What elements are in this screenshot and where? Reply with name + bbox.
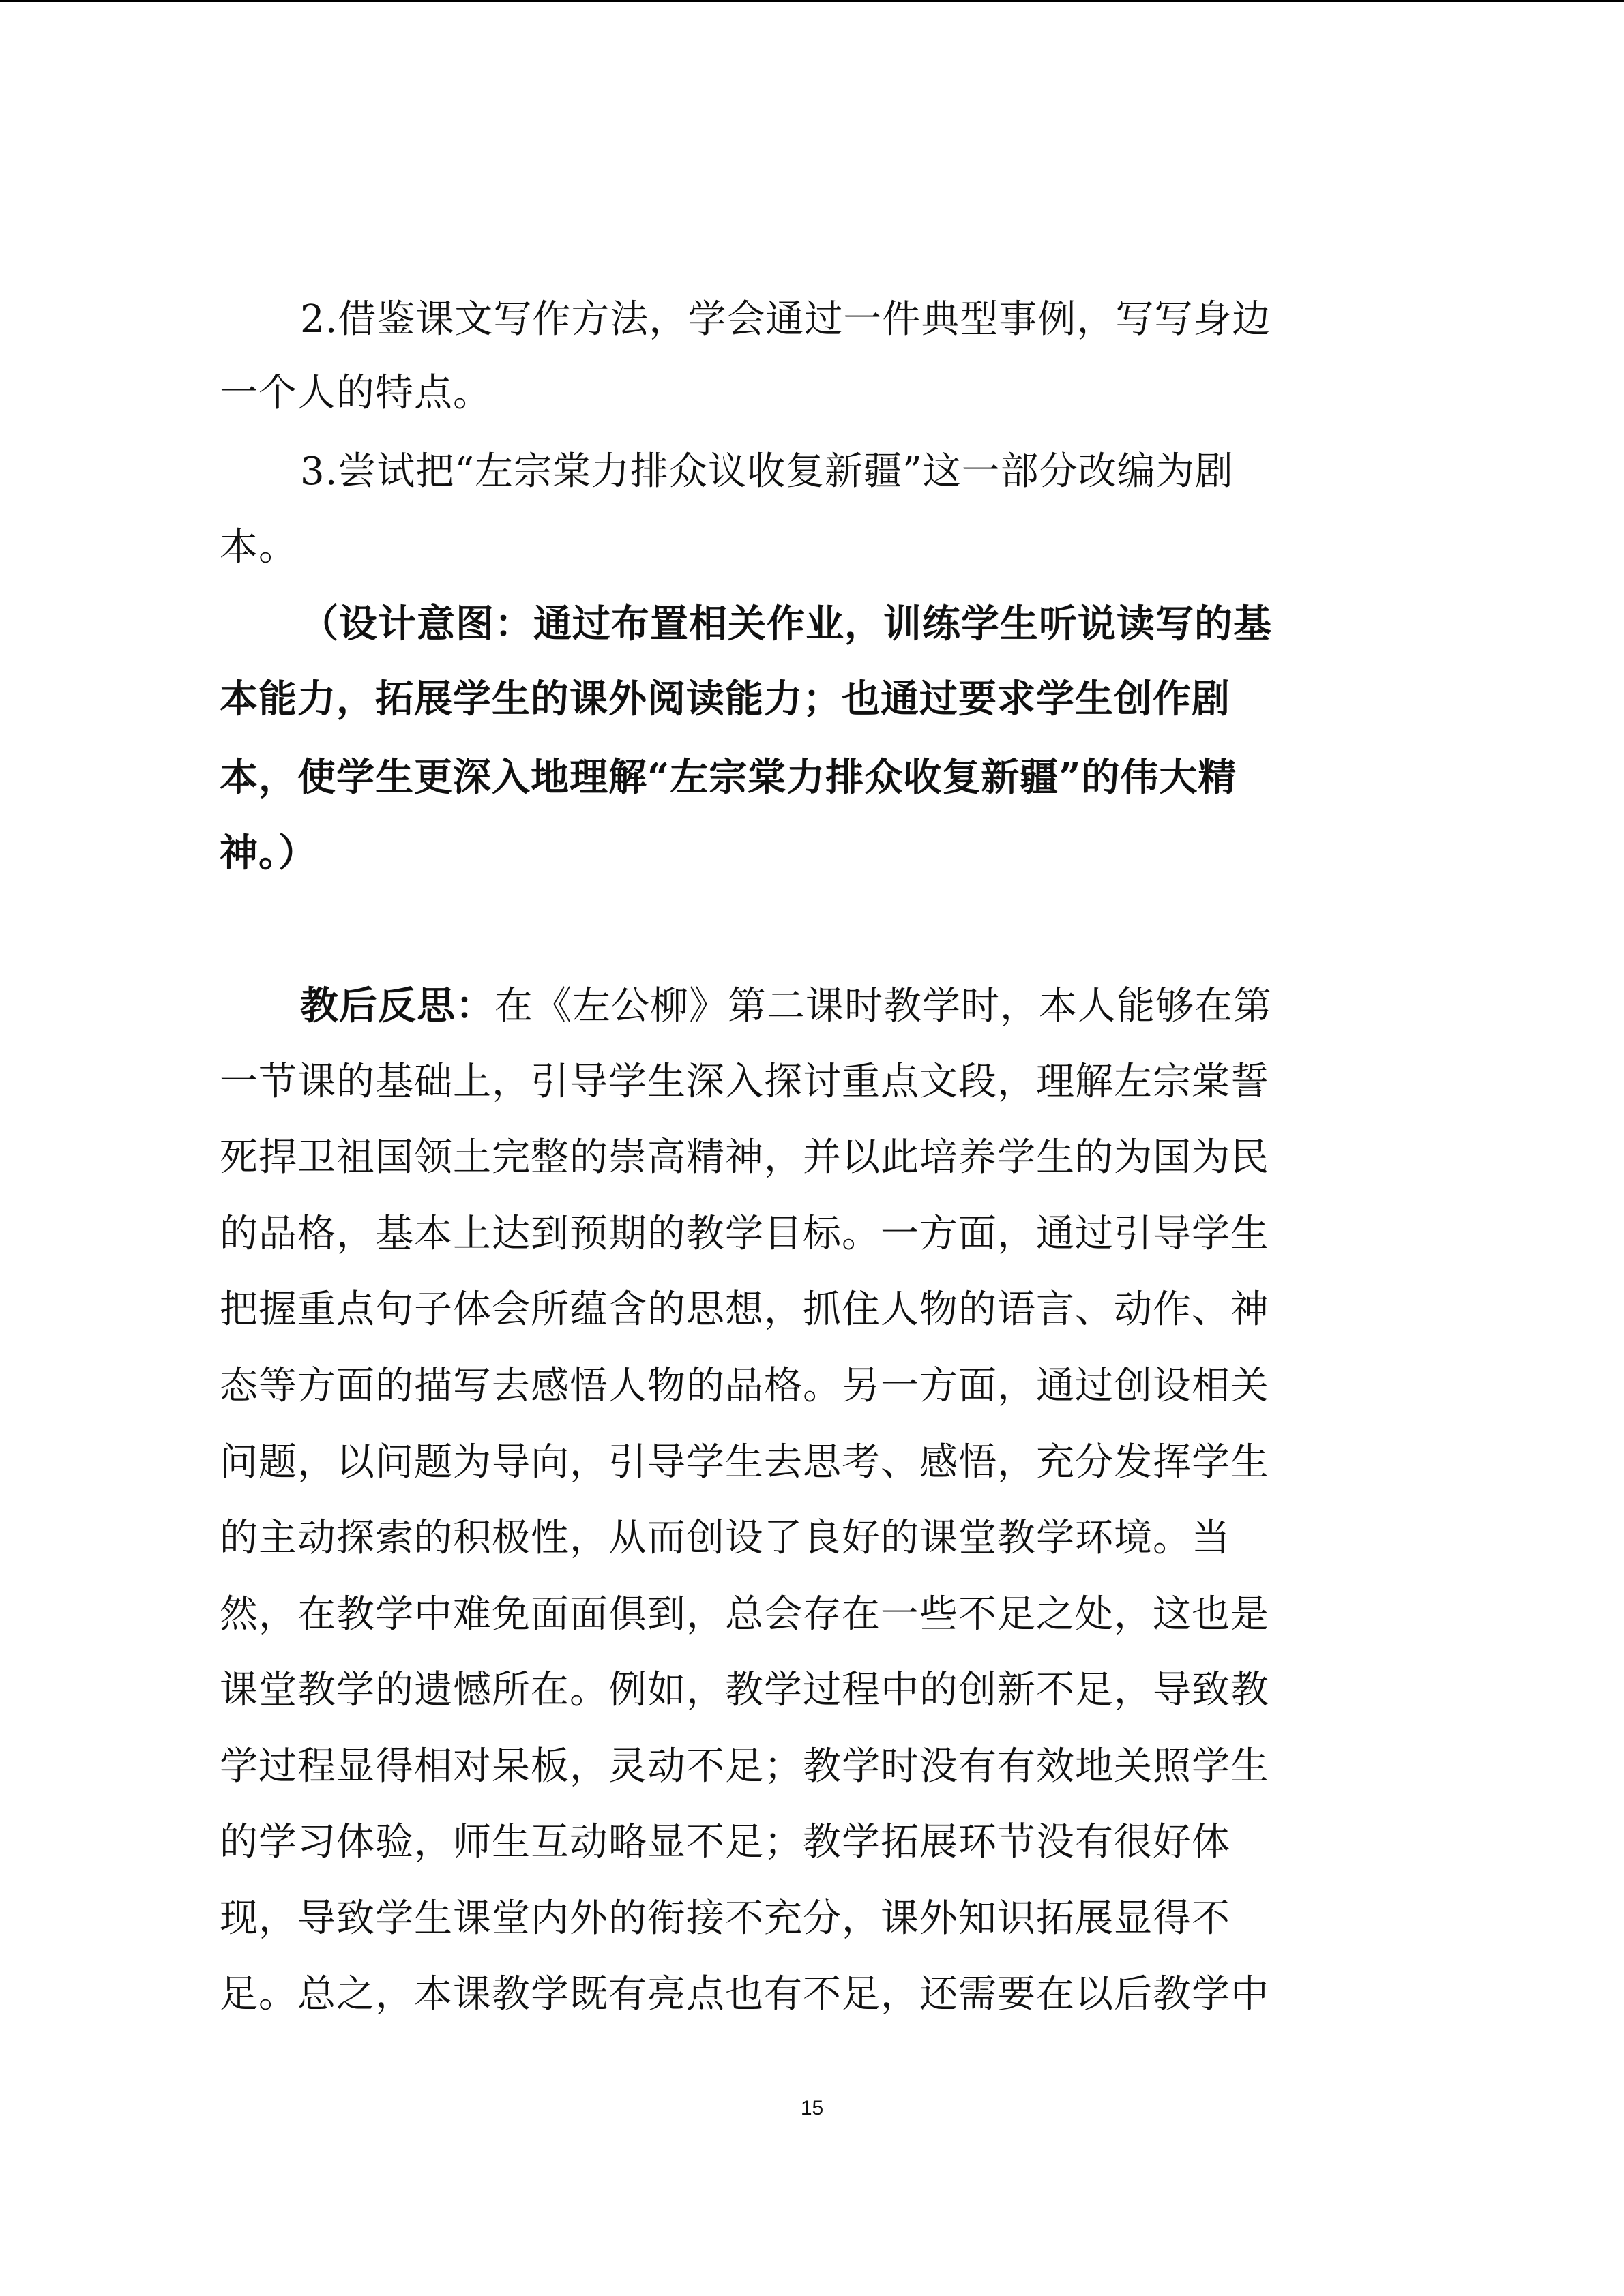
reflection-line-14: 足。总之，本课教学既有亮点也有不足，还需要在以后教学中 [220,1972,1269,2016]
design-intent-line-4: 神。） [220,831,317,876]
design-intent-line-3: 本，使学生更深入地理解“左宗棠力排众收复新疆”的伟大精 [220,755,1237,800]
reflection-line-6: 态等方面的描写去感悟人物的品格。另一方面，通过创设相关 [220,1364,1269,1408]
reflection-line-3: 死捍卫祖国领土完整的崇高精神，并以此培养学生的为国为民 [220,1135,1269,1180]
reflection-line-2: 一节课的基础上，引导学生深入探讨重点文段，理解左宗棠誓 [220,1060,1269,1104]
assignment-line-3: 3.尝试把“左宗棠力排众议收复新疆”这一部分改编为剧 [300,449,1234,494]
reflection-line-5: 把握重点句子体会所蕴含的思想，抓住人物的语言、动作、神 [220,1287,1269,1332]
assignment-line-1: 2.借鉴课文写作方法，学会通过一件典型事例，写写身边 [300,297,1271,342]
reflection-first-text: 在《左公柳》第二课时教学时，本人能够在第 [494,984,1272,1028]
design-intent-line-2: 本能力，拓展学生的课外阅读能力；也通过要求学生创作剧 [220,676,1230,721]
reflection-line-10: 课堂教学的遗憾所在。例如，教学过程中的创新不足，导致教 [220,1668,1269,1712]
reflection-line-12: 的学习体验，师生互动略显不足；教学拓展环节没有很好体 [220,1820,1230,1864]
page-number: 15 [800,2097,824,2119]
reflection-line-8: 的主动探索的积极性，从而创设了良好的课堂教学环境。当 [220,1516,1230,1560]
reflection-first-line [300,968,1393,1043]
reflection-line-4: 的品格，基本上达到预期的教学目标。一方面，通过引导学生 [220,1212,1269,1256]
reflection-line-9: 然，在教学中难免面面俱到，总会存在一些不足之处，这也是 [220,1592,1269,1637]
reflection-line-13: 现，导致学生课堂内外的衔接不充分，课外知识拓展显得不 [220,1896,1230,1941]
assignment-line-4: 本。 [220,525,297,569]
reflection-label: 教后反思： [300,983,494,1028]
design-intent-line-1: （设计意图：通过布置相关作业，训练学生听说读写的基 [300,601,1272,646]
reflection-line-7: 问题，以问题为导向，引导学生去思考、感悟，充分发挥学生 [220,1440,1269,1485]
assignment-line-2: 一个人的特点。 [220,371,492,415]
reflection-line-11: 学过程显得相对呆板，灵动不足；教学时没有有效地关照学生 [220,1744,1269,1789]
top-border-line [0,0,1624,2]
